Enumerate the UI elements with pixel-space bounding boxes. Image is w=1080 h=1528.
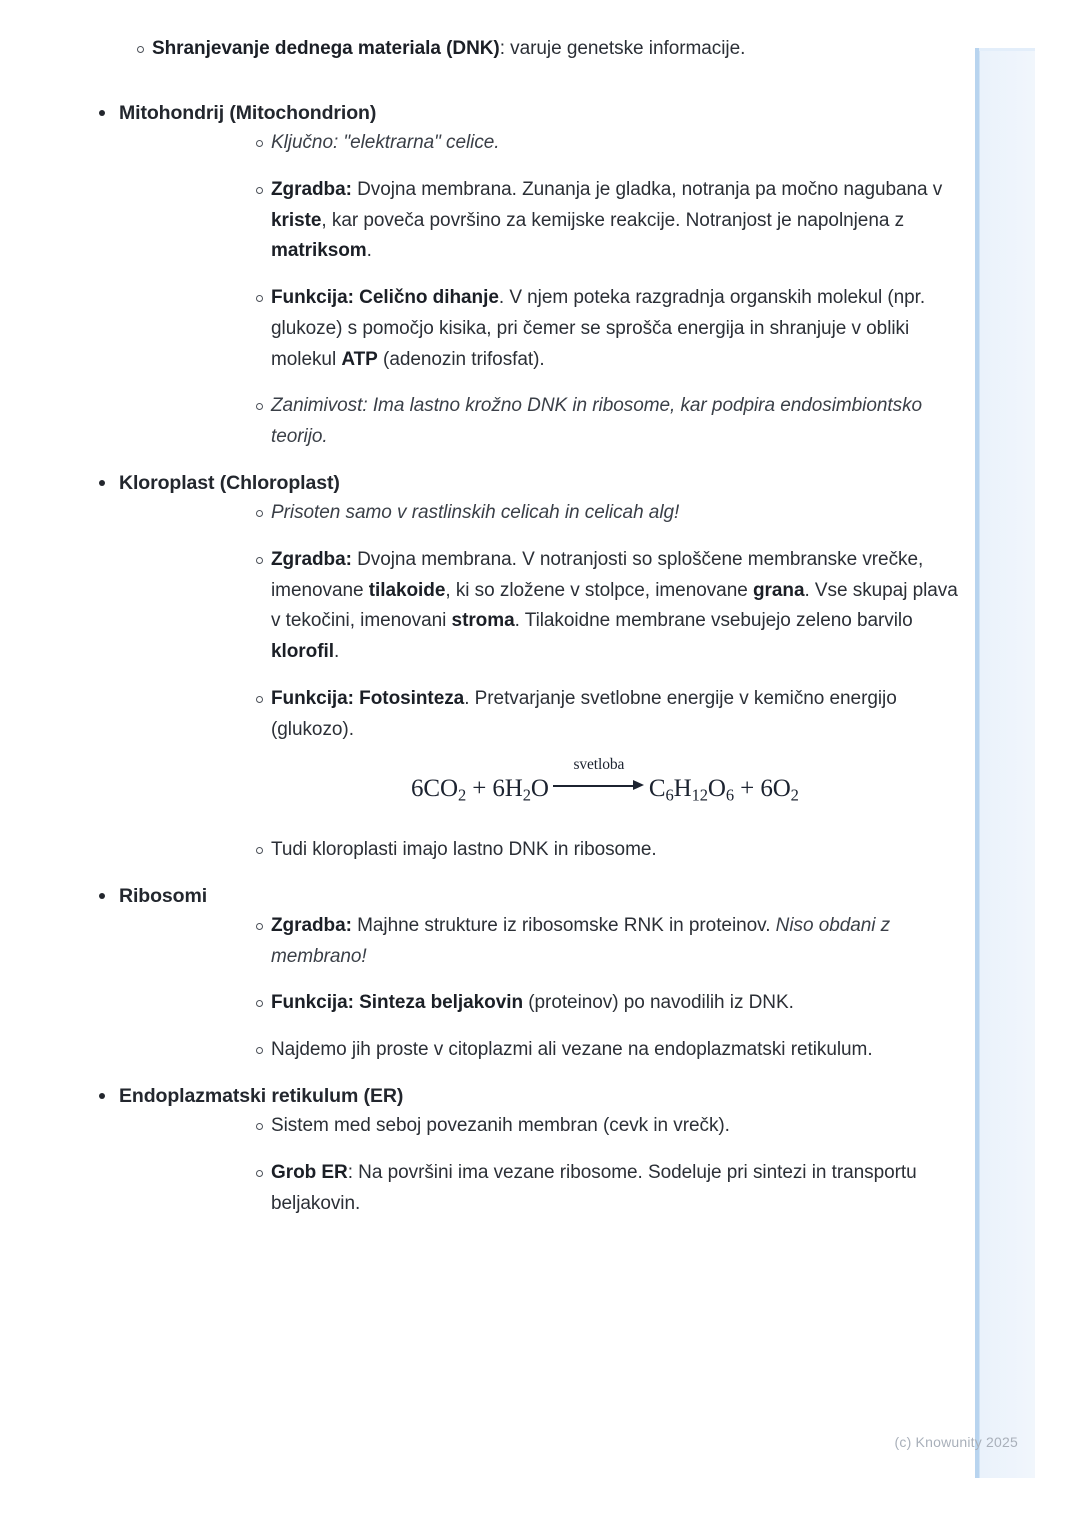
eq-part: C bbox=[648, 774, 666, 802]
term-bold: ATP bbox=[341, 348, 378, 370]
section-title: Endoplazmatski retikulum (ER) bbox=[119, 1084, 404, 1107]
eq-sub: 2 bbox=[457, 785, 467, 805]
eq-part: 6CO bbox=[411, 774, 458, 802]
body-text: (adenozin trifosfat). bbox=[377, 348, 545, 370]
hollow-bullet-icon bbox=[256, 847, 263, 854]
list-item bbox=[119, 835, 960, 866]
term-bold: klorofil bbox=[271, 641, 334, 663]
term-bold: matriksom bbox=[271, 240, 367, 262]
list-item bbox=[119, 1158, 960, 1220]
body-text: , kar poveča površino za kemijske reakcije. Notranjost je napolnjena z bbox=[321, 209, 905, 231]
hollow-bullet-icon bbox=[256, 557, 263, 564]
eq-part: O bbox=[530, 774, 549, 802]
hollow-bullet-icon bbox=[256, 187, 263, 194]
body-text: , ki so zložene v stolpce, imenovane bbox=[445, 579, 753, 601]
arrow-head bbox=[633, 780, 644, 790]
equation-text bbox=[411, 756, 799, 805]
section-title: Mitohondrij (Mitochondrion) bbox=[119, 101, 377, 124]
list-item-text: Najdemo jih proste v citoplazmi ali vezane na endoplazmatski retikulum. bbox=[271, 1039, 873, 1061]
list-item bbox=[0, 34, 960, 65]
section-heading-er bbox=[0, 1082, 960, 1220]
hollow-bullet-icon bbox=[256, 1047, 263, 1054]
outline-list bbox=[0, 34, 960, 1219]
list-item-text bbox=[271, 179, 942, 262]
section-heading-ribosomi bbox=[0, 882, 960, 1066]
list-item bbox=[119, 1111, 960, 1142]
eq-part: + 6O bbox=[734, 774, 791, 802]
body-text: . Tilakoidne membrane vsebujejo zeleno barvilo bbox=[514, 610, 913, 632]
eq-sub: 2 bbox=[522, 785, 531, 805]
body-text: . Vse skupaj plava v tekočini, imenovani bbox=[271, 579, 958, 632]
list-item bbox=[119, 545, 960, 668]
body-text: . bbox=[366, 240, 372, 262]
list-item-text bbox=[271, 992, 794, 1013]
term-rest: : varuje genetske informacije. bbox=[499, 38, 746, 59]
term-bold: kriste bbox=[271, 209, 322, 231]
term-bold: Funkcija: Sinteza beljakovin bbox=[271, 992, 524, 1014]
section-heading-mitohondrij bbox=[0, 99, 960, 453]
section-title: Kloroplast (Chloroplast) bbox=[119, 471, 340, 494]
hollow-bullet-icon bbox=[256, 696, 263, 703]
list-item bbox=[119, 1035, 960, 1066]
arrow-shaft bbox=[553, 785, 639, 786]
list-item bbox=[119, 498, 960, 529]
disc-bullet-icon bbox=[99, 480, 105, 486]
list-item bbox=[119, 391, 960, 453]
arrow-label: svetloba bbox=[573, 756, 625, 774]
eq-sub: 6 bbox=[725, 785, 735, 805]
list-item-text bbox=[271, 132, 500, 153]
list-item bbox=[119, 128, 960, 159]
body-text: Dvojna membrana. Zunanja je gladka, notranja pa močno nagubana v bbox=[351, 178, 943, 200]
italic-note: Zanimivost: Ima lastno krožno DNK in ribosome, kar podpira endosimbiontsko teorijo. bbox=[271, 395, 923, 448]
list-item-text bbox=[271, 502, 679, 523]
section-heading-kloroplast bbox=[0, 469, 960, 866]
decorative-band-top-line bbox=[979, 48, 1035, 51]
list-item bbox=[119, 684, 960, 746]
term-bold: Zgradba: bbox=[271, 178, 352, 200]
term-bold: Zgradba: bbox=[271, 914, 352, 936]
list-item-text bbox=[271, 688, 897, 740]
section-title: Ribosomi bbox=[119, 884, 208, 907]
term-bold: Shranjevanje dednega materiala (DNK) bbox=[152, 38, 500, 59]
term-bold: Zgradba: bbox=[271, 548, 352, 570]
eq-sub: 12 bbox=[691, 785, 708, 805]
hollow-bullet-icon bbox=[256, 403, 263, 410]
body-text: (proteinov) po navodilih iz DNK. bbox=[523, 992, 794, 1014]
photosynthesis-equation bbox=[119, 756, 960, 805]
list-item bbox=[119, 911, 960, 973]
italic-note: Ključno: "elektrarna" celice. bbox=[271, 132, 500, 154]
list-item bbox=[119, 988, 960, 1019]
sub-list-mitohondrij bbox=[119, 128, 960, 453]
hollow-bullet-icon bbox=[256, 1170, 263, 1177]
term-bold: stroma bbox=[451, 610, 515, 632]
hollow-bullet-icon bbox=[256, 510, 263, 517]
reaction-arrow-icon bbox=[553, 756, 645, 802]
list-item-text bbox=[271, 395, 922, 447]
list-item bbox=[119, 283, 960, 375]
eq-part: + 6H bbox=[466, 774, 523, 802]
disc-bullet-icon bbox=[99, 893, 105, 899]
body-text: Majhne strukture iz ribosomske RNK in proteinov. bbox=[351, 914, 776, 936]
hollow-bullet-icon bbox=[137, 46, 144, 53]
list-item-text bbox=[271, 915, 890, 967]
body-text: . Pretvarjanje svetlobne energije v kemično energijo (glukozo). bbox=[271, 687, 897, 740]
term-bold: Funkcija: Celično dihanje bbox=[271, 287, 499, 309]
italic-note: Prisoten samo v rastlinskih celicah in celicah alg! bbox=[271, 502, 680, 524]
term-bold: Grob ER bbox=[271, 1161, 348, 1183]
italic-note: Niso obdani z membrano! bbox=[271, 914, 891, 967]
list-item-text: Sistem med seboj povezanih membran (cevk in vrečk). bbox=[271, 1115, 730, 1137]
eq-sub: 6 bbox=[665, 785, 674, 805]
list-item-text bbox=[271, 1162, 917, 1214]
body-text: Dvojna membrana. V notranjosti so sploščene membranske vrečke, imenovane bbox=[271, 548, 924, 601]
body-text: : Na površini ima vezane ribosome. Sodeluje pri sintezi in transportu beljakovin. bbox=[271, 1161, 917, 1214]
list-item-text bbox=[271, 287, 925, 370]
sub-list-ribosomi bbox=[119, 911, 960, 1066]
term-bold: Funkcija: Fotosinteza bbox=[271, 687, 465, 709]
copyright-watermark: (c) Knowunity 2025 bbox=[894, 1434, 1018, 1450]
eq-part: H bbox=[673, 774, 692, 802]
eq-part: O bbox=[707, 774, 726, 802]
term-bold: grana bbox=[752, 579, 805, 601]
list-item-text bbox=[152, 38, 745, 59]
term-bold: tilakoide bbox=[368, 579, 446, 601]
body-text: . V njem poteka razgradnja organskih molekul (npr. glukoze) s pomočjo kisika, pri čemer se sprošča energija in shranjuje v obliki molekul bbox=[271, 287, 926, 370]
disc-bullet-icon bbox=[99, 110, 105, 116]
list-item-text bbox=[271, 549, 958, 662]
hollow-bullet-icon bbox=[256, 923, 263, 930]
decorative-right-band bbox=[975, 48, 1035, 1478]
disc-bullet-icon bbox=[99, 1093, 105, 1099]
list-item-text: Tudi kloroplasti imajo lastno DNK in ribosome. bbox=[271, 838, 657, 860]
eq-sub: 2 bbox=[790, 785, 799, 805]
sub-list-er bbox=[119, 1111, 960, 1219]
hollow-bullet-icon bbox=[256, 295, 263, 302]
hollow-bullet-icon bbox=[256, 1123, 263, 1130]
list-item bbox=[119, 175, 960, 267]
body-text: . bbox=[333, 641, 340, 663]
sub-list-kloroplast bbox=[119, 498, 960, 865]
hollow-bullet-icon bbox=[256, 140, 263, 147]
hollow-bullet-icon bbox=[256, 1000, 263, 1007]
